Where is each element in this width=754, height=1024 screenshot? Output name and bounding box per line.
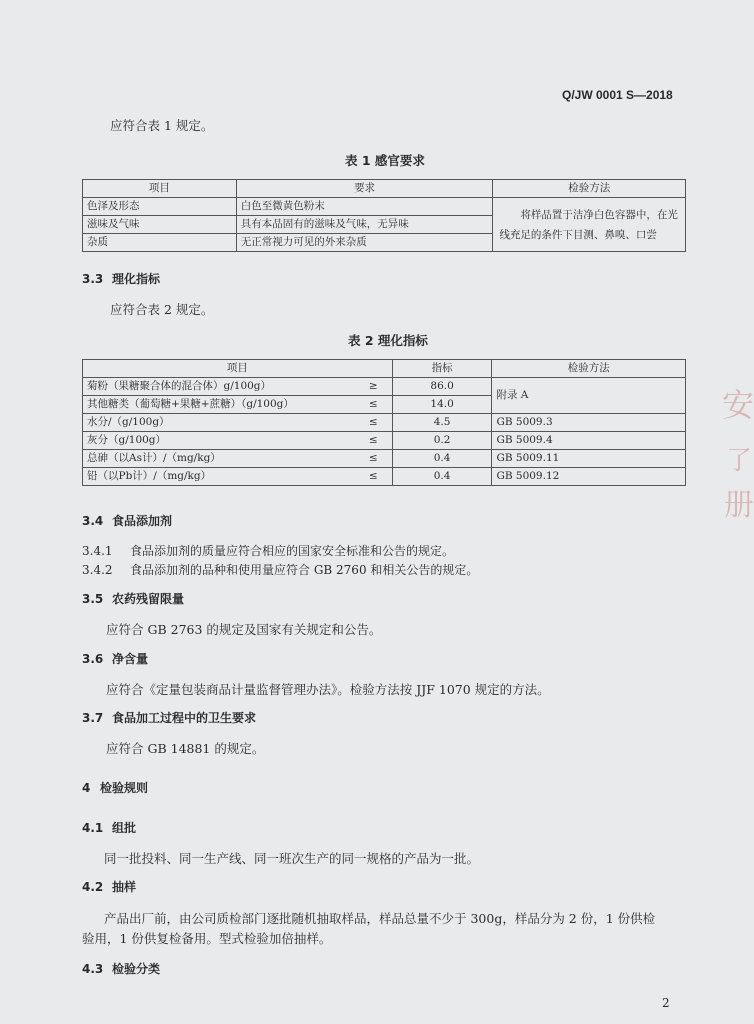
stamp-fragment: 安 xyxy=(722,386,754,424)
section-heading xyxy=(82,878,136,895)
table-row xyxy=(83,432,686,450)
section-title: 食品添加剂 xyxy=(112,514,173,528)
section-number: 3.6 xyxy=(82,652,104,666)
column-header: 要求 xyxy=(236,180,493,198)
subsection-text: 食品添加剂的质量应符合相应的国家安全标准和公告的规定。 xyxy=(130,544,455,558)
subsection-number: 3.4.2 xyxy=(82,563,113,577)
section-heading xyxy=(82,960,160,977)
table-cell: GB 5009.11 xyxy=(492,450,686,468)
table-cell: 滋味及气味 xyxy=(83,216,237,234)
section-number: 3.7 xyxy=(82,711,104,725)
table-cell: 铅（以Pb计）/（mg/kg） xyxy=(83,468,308,486)
table-cell: ≥ xyxy=(307,378,392,396)
table-header-row xyxy=(83,180,686,198)
subsection-item xyxy=(82,561,478,578)
table-row xyxy=(83,450,686,468)
subsection-number: 3.4.1 xyxy=(82,544,113,558)
section-number: 4.3 xyxy=(82,962,104,976)
table2-caption: 表 2 理化指标 xyxy=(348,333,428,348)
section-title: 净含量 xyxy=(112,652,149,666)
page-number: 2 xyxy=(662,996,670,1010)
section-number: 4.2 xyxy=(82,880,104,894)
column-header: 检验方法 xyxy=(492,360,686,378)
section-text: 验用，1 份供复检备用。型式检验加倍抽样。 xyxy=(82,931,332,946)
table-row xyxy=(83,378,686,396)
table-cell: 4.5 xyxy=(392,414,492,432)
table-row xyxy=(83,468,686,486)
table-cell: 将样品置于洁净白色容器中，在光线充足的条件下目测、鼻嗅、口尝 xyxy=(493,198,686,252)
table-header-row xyxy=(83,360,686,378)
table-cell: 杂质 xyxy=(83,234,237,252)
section-text: 同一批投料、同一生产线、同一班次生产的同一规格的产品为一批。 xyxy=(104,851,480,866)
section-heading xyxy=(82,709,256,726)
section-heading xyxy=(82,512,172,529)
table-cell: GB 5009.3 xyxy=(492,414,686,432)
table-cell: 其他糖类（葡萄糖+果糖+蔗糖）（g/100g） xyxy=(83,396,308,414)
table-cell: 14.0 xyxy=(392,396,492,414)
stamp-fragment: 册 xyxy=(724,488,754,523)
table-cell: GB 5009.4 xyxy=(492,432,686,450)
section-heading xyxy=(82,590,184,607)
table-cell: ≤ xyxy=(307,468,392,486)
section-text: 应符合 GB 2763 的规定及国家有关规定和公告。 xyxy=(106,622,382,637)
table-row xyxy=(83,414,686,432)
standard-number: Q/JW 0001 S—2018 xyxy=(562,88,673,102)
table-cell: GB 5009.12 xyxy=(492,468,686,486)
table-cell: 0.4 xyxy=(392,468,492,486)
column-header: 指标 xyxy=(392,360,492,378)
table-cell: 附录 A xyxy=(492,378,686,414)
table-cell: 色泽及形态 xyxy=(83,198,237,216)
physicochemical-indicators-table xyxy=(82,359,686,486)
section-number: 3.4 xyxy=(82,514,104,528)
table-cell: 菊粉（果糖聚合体的混合体）g/100g） xyxy=(83,378,308,396)
column-header: 项目 xyxy=(83,360,393,378)
section-heading xyxy=(82,650,148,667)
section-title: 检验分类 xyxy=(112,962,161,976)
section-heading xyxy=(82,270,160,287)
table-cell: 总砷（以As计）/（mg/kg） xyxy=(83,450,308,468)
section-number: 3.5 xyxy=(82,592,104,606)
section-title: 食品加工过程中的卫生要求 xyxy=(112,711,257,725)
sensory-requirements-table xyxy=(82,179,686,252)
table-cell: 0.2 xyxy=(392,432,492,450)
intro-text: 应符合表 1 规定。 xyxy=(110,118,214,133)
chapter-heading xyxy=(82,779,148,796)
table-cell: 白色至微黄色粉末 xyxy=(236,198,493,216)
section-number: 3.3 xyxy=(82,272,104,286)
section-text: 应符合 GB 14881 的规定。 xyxy=(106,741,265,756)
section-title: 理化指标 xyxy=(112,272,161,286)
table-cell: 灰分（g/100g） xyxy=(83,432,308,450)
subsection-text: 食品添加剂的品种和使用量应符合 GB 2760 和相关公告的规定。 xyxy=(130,563,479,577)
table-cell: 无正常视力可见的外来杂质 xyxy=(236,234,493,252)
stamp-fragment: 了 xyxy=(726,446,753,476)
section-number: 4.1 xyxy=(82,821,104,835)
table-cell: ≤ xyxy=(307,396,392,414)
section-text: 应符合表 2 规定。 xyxy=(110,302,214,317)
table-row xyxy=(83,198,686,216)
table1-caption: 表 1 感官要求 xyxy=(345,153,425,168)
section-title: 农药残留限量 xyxy=(112,592,185,606)
table-cell: ≤ xyxy=(307,450,392,468)
table-cell: 具有本品固有的滋味及气味，无异味 xyxy=(236,216,493,234)
section-text: 产品出厂前，由公司质检部门逐批随机抽取样品，样品总量不少于 300g，样品分为 2 份，1 份供检 xyxy=(104,911,656,926)
column-header: 项目 xyxy=(83,180,237,198)
subsection-item xyxy=(82,542,454,559)
table-cell: ≤ xyxy=(307,432,392,450)
section-title: 组批 xyxy=(112,821,137,835)
section-number: 4 xyxy=(82,781,91,795)
column-header: 检验方法 xyxy=(493,180,686,198)
section-text: 应符合《定量包装商品计量监督管理办法》。检验方法按 JJF 1070 规定的方法。 xyxy=(106,682,550,697)
section-title: 检验规则 xyxy=(100,781,149,795)
table-cell: ≤ xyxy=(307,414,392,432)
table-cell: 0.4 xyxy=(392,450,492,468)
table-cell: 86.0 xyxy=(392,378,492,396)
section-title: 抽样 xyxy=(112,880,137,894)
section-heading xyxy=(82,819,136,836)
table-cell: 水分/（g/100g） xyxy=(83,414,308,432)
